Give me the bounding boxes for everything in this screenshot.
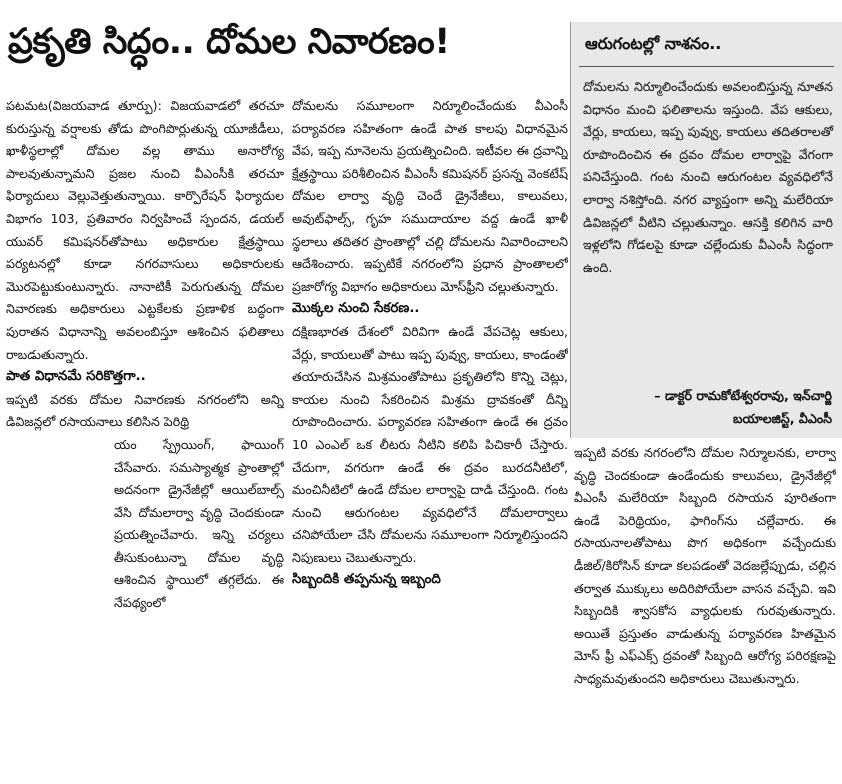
signature-line: – డాక్టర్ రామకోటేశ్వరరావు, ఇన్‌చార్జి [654, 388, 832, 403]
article-paragraph: దోమలను సమూలంగా నిర్మూలించేందుకు వీఎంసీ పర్యావరణ సహితంగా ఉండే పాత కాలపు విధానమైన వేప, ఇప్ప నూనెలను ప్రయత్నించింది. ఇటీవల ఈ ద్రవాన్ని క్షేత్రస్థాయి పరిశీలించిన వీఎంసీ కమిషనర్ ప్రసన్న వెంకటేష్ దోమల లార్వా వృద్ధి చెందే డ్రైనేజీలు, కాలువలు, అవుట్‌ఫాల్స్, గృహ సముదాయాల వద్ద ఉండే ఖాళీ స్థలాలు తదితర ప్రాంతాల్లో చల్లి దోమలను నివారించాలని ఆదేశించారు. ఇప్పటికే నగరంలోని ప్రధాన ప్రాంతాలలో ప్రజారోగ్య విభాగం అధికారులు మోస్‌ఫ్రీని చల్లుతున్నారు. [292, 98, 568, 294]
divider [579, 66, 834, 67]
subheading: సిబ్బందికి తప్పనున్న ఇబ్బంది [292, 572, 441, 588]
quote-signature [582, 385, 832, 430]
article-paragraph: దక్షిణభారత దేశంలో విరివిగా ఉండే వేపచెట్ల ఆకులు, వేర్లు, కాయలుతో పాటు ఇప్ప పువ్వు, కాయలు, కాండంతో తయారుచేసిన మిశ్రమంతోపాటు ప్రకృతిలోని కొన్ని చెట్లు, కాయల నుంచి సేకరించిన మిశ్రమ ద్రావకంతో దీన్ని రూపొందించారు. పర్యావరణ సహితంగా ఉండే ఈ ద్రవం 10 ఎంఎల్ ఒక లీటరు నీటిని కలిపి పిచికారీ చేస్తారు. చేదుగా, వగరుగా ఉండే ఈ ద్రవం బురదనీటిలో, మంచినీటిలో ఉండే దోమల లార్వాపై దాడి చేస్తుంది. గంట నుంచి ఆరుగంటల వ్యవధిలోనే దోమలార్వాలు చనిపోయేలా చేసి దోమలను సమూలంగా నిర్మూలిస్తుందని నిపుణులు చెబుతున్నారు. [292, 323, 568, 565]
quote-box-body: దోమలను నిర్మూలించేందుకు అవలంబిస్తున్న నూతన విధానం మంచి ఫలితాలను ఇస్తుంది. వేప ఆకులు, వేర్లు, కాయలు, ఇప్ప పువ్వు, కాయలు తదితరాలతో రూపొందించిన ఈ ద్రవం దోమల లార్వాపై వేగంగా పనిచేస్తుంది. గంట నుంచి ఆరుగంటల వ్యవధిలోనే లార్వా నశిస్తోంది. నగర వ్యాప్తంగా అన్ని మలేరియా డివిజన్లలో వీటిని చల్లుతున్నాం. ఆసక్తి కలిగిన వారి ఇళ్లలోని గోడలపై కూడా చల్లేందుకు వీఎంసీ సిద్ధంగా ఉంది. [583, 79, 833, 275]
article-paragraph: యం స్ప్రేయింగ్, ఫాయింగ్ చేసేవారు. సమస్యాత్మక ప్రాంతాల్లో అదనంగా డ్రైనేజీల్లో ఆయిల్‌బాల్స్ వేసి దోమలార్వా వృద్ధి చెందకుండా ప్రయత్నించేవారు. ఇన్ని చర్యలు తీసుకుంటున్నా దోమల వృద్ధి ఆశించిన స్థాయిలో తగ్గలేదు. ఈ నేపథ్యంలో [114, 436, 284, 611]
article-column-3 [574, 442, 836, 782]
article-column-2 [292, 95, 568, 781]
signature-line: బయాలజిస్ట్, వీఎంసీ [733, 410, 832, 426]
article-headline: ప్రకృతి సిద్ధం.. దోమల నివారణం! [8, 22, 450, 62]
article-column-1 [6, 95, 284, 781]
quote-box-title: ఆరుగంటల్లో నాశనం.. [585, 34, 722, 53]
article-paragraph: ఇప్పటి వరకు దోమల నివారణకు నగరంలోని అన్ని డివిజన్లలో రసాయనాలు కలిసిన పెరిథ్రి [6, 391, 284, 430]
article-paragraph: ఇప్పటి వరకు నగరంలోని దోమల నిర్మూలనకు, లార్వా వృద్ధి చెందకుండా ఉండేందుకు కాలువలు, డ్రైనేజీల్లో వీఎంసీ మలేరియా సిబ్బంది రసాయన పూరితంగా ఉండే పెరిథ్రియం, ఫాగింగ్‌ను చల్లేవారు. ఈ రసాయనాలతోపాటు పొగ అధికంగా వచ్చేందుకు డీజిల్/కిరోసిన్ కూడా కలపడంతో వెదజల్లేప్పుడు, చల్లిన తర్వాత ముక్కులు అదిరిపోయేలా వాసన వచ్చేవి. ఇవి సిబ్బందికి శ్వాసకోస వ్యాధులకు గురవుతున్నారు. అయితే ప్రస్తుతం వాడుతున్న పర్యావరణ హితమైన మోస్ ఫ్రీ ఎఫ్ఎక్స్ ద్రవంతో సిబ్బంది ఆరోగ్య పరిరక్షణపై సాధ్యమవుతుందని అధికారులు చెబుతున్నారు. [574, 445, 836, 686]
subheading: మొక్కల నుంచి సేకరణ.. [292, 301, 420, 317]
quote-box [570, 22, 842, 438]
subheading: పాత విధానమే సరికొత్తగా.. [6, 369, 146, 385]
article-paragraph: పటమట(విజయవాడ తూర్పు): విజయవాడలో తరచూ కురుస్తున్న వర్షాలకు తోడు పొంగిపొర్లుతున్న యూజీడీలు, ఖాళీస్థలాల్లో దోమల వల్ల తాము అనారోగ్య పాలవుతున్నామని ప్రజల నుంచి వీఎంసీకి తరచూ ఫిర్యాదులు వెల్లువెత్తుతున్నాయి. కార్పొరేషన్ ఫిర్యాదుల విభాగం 103, ప్రతివారం నిర్వహించే స్పందన, డయల్ యువర్ కమిషనర్‌తోపాటు అధికారుల క్షేత్రస్థాయి పర్యటనల్లో కూడా నగరవాసులు అధికారులకు మొరపెట్టుకుంటున్నారు. నానాటికీ పెరుగుతున్న దోమల నివారణకు అధికారులు ఎట్టకేలకు ప్రణాళిక బద్ధంగా పురాతన విధానాన్ని అవలంబిస్తూ ఆశించిన ఫలితాలు రాబడుతున్నారు. [6, 98, 284, 362]
